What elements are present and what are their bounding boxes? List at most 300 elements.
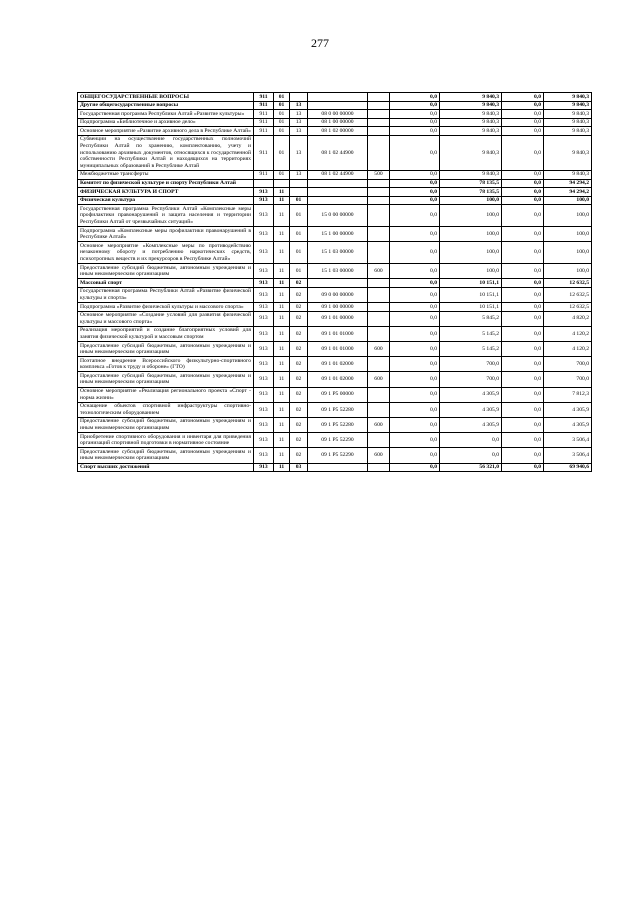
cell-amount-1: 0,0 [390, 402, 440, 417]
cell-subsection-code: 01 [290, 264, 308, 279]
cell-amount-3: 0,0 [502, 242, 544, 264]
cell-section-code: 11 [274, 264, 290, 279]
cell-expense-type [368, 433, 390, 448]
cell-target-article [308, 463, 368, 472]
cell-subsection-code: 02 [290, 387, 308, 402]
cell-amount-4: 4 305,9 [544, 417, 592, 432]
cell-expense-type [368, 326, 390, 341]
table-row [78, 311, 592, 326]
cell-amount-3: 0,0 [502, 127, 544, 136]
cell-amount-3: 0,0 [502, 118, 544, 127]
cell-amount-4: 4 305,9 [544, 402, 592, 417]
cell-subsection-code: 02 [290, 372, 308, 387]
cell-amount-4: 12 632,5 [544, 279, 592, 288]
cell-section-code: 11 [274, 342, 290, 357]
table-row [78, 205, 592, 227]
cell-target-article: 08 0 00 00000 [308, 110, 368, 119]
cell-target-article: 08 1 02 00000 [308, 127, 368, 136]
cell-amount-2: 56 321,0 [440, 463, 502, 472]
cell-amount-2: 9 840,3 [440, 110, 502, 119]
cell-amount-4: 9 840,3 [544, 118, 592, 127]
cell-ministry-code: 913 [254, 227, 274, 242]
cell-amount-4: 12 632,5 [544, 303, 592, 312]
cell-amount-3: 0,0 [502, 279, 544, 288]
page-number: 277 [311, 36, 329, 50]
cell-amount-4: 100,0 [544, 227, 592, 242]
cell-amount-3: 0,0 [502, 264, 544, 279]
cell-section-code: 11 [274, 433, 290, 448]
cell-target-article [308, 279, 368, 288]
cell-amount-2: 5 145,2 [440, 342, 502, 357]
cell-amount-2: 100,0 [440, 196, 502, 205]
cell-section-code: 11 [274, 357, 290, 372]
cell-amount-3: 0,0 [502, 417, 544, 432]
table-row [78, 188, 592, 197]
cell-amount-4: 9 840,3 [544, 135, 592, 170]
cell-target-article [308, 101, 368, 110]
table-row [78, 448, 592, 463]
cell-amount-1: 0,0 [390, 118, 440, 127]
cell-subsection-code: 01 [290, 196, 308, 205]
cell-name: Подпрограмма «Развитие физической культуры и массового спорта» [78, 303, 254, 312]
cell-name: Предоставление субсидий бюджетным, автономным учреждениям и иным некоммерческим организациям [78, 372, 254, 387]
cell-subsection-code: 02 [290, 311, 308, 326]
cell-name: Физическая культура [78, 196, 254, 205]
cell-section-code: 11 [274, 188, 290, 197]
table-row [78, 463, 592, 472]
cell-amount-2: 5 845,2 [440, 311, 502, 326]
cell-section-code: 01 [274, 118, 290, 127]
cell-amount-1: 0,0 [390, 170, 440, 179]
cell-target-article: 15 0 00 00000 [308, 205, 368, 227]
cell-section-code: 11 [274, 463, 290, 472]
cell-amount-2: 700,0 [440, 372, 502, 387]
cell-amount-1: 0,0 [390, 433, 440, 448]
cell-amount-3: 0,0 [502, 402, 544, 417]
cell-expense-type [368, 179, 390, 188]
cell-amount-4: 9 840,3 [544, 127, 592, 136]
cell-name: Реализация мероприятий и создание благоприятных условий для занятия физической культурой и массовым спортом [78, 326, 254, 341]
cell-subsection-code: 02 [290, 287, 308, 302]
table-row [78, 127, 592, 136]
cell-amount-1: 0,0 [390, 179, 440, 188]
cell-target-article: 09 1 P5 52280 [308, 417, 368, 432]
cell-amount-1: 0,0 [390, 227, 440, 242]
cell-expense-type [368, 242, 390, 264]
cell-name: Субвенции на осуществление государственных полномочий Республики Алтай по хранению, комплектованию, учету и использованию архивных документов, относящихся к государственной собственности Республики Алтай и находящихся на территориях муниципальных образований в Республике Алтай [78, 135, 254, 170]
cell-amount-4: 12 632,5 [544, 287, 592, 302]
cell-subsection-code: 02 [290, 303, 308, 312]
cell-ministry-code: 911 [254, 170, 274, 179]
cell-amount-3: 0,0 [502, 179, 544, 188]
cell-ministry-code: 911 [254, 93, 274, 102]
cell-expense-type [368, 402, 390, 417]
cell-amount-3: 0,0 [502, 170, 544, 179]
cell-amount-1: 0,0 [390, 326, 440, 341]
cell-target-article: 15 1 03 00000 [308, 264, 368, 279]
table-row [78, 402, 592, 417]
cell-amount-3: 0,0 [502, 463, 544, 472]
table-row [78, 326, 592, 341]
cell-ministry-code: 911 [254, 118, 274, 127]
cell-expense-type [368, 311, 390, 326]
cell-amount-3: 0,0 [502, 227, 544, 242]
cell-section-code: 11 [274, 279, 290, 288]
cell-ministry-code: 913 [254, 264, 274, 279]
cell-amount-4: 9 840,3 [544, 170, 592, 179]
cell-subsection-code: 02 [290, 357, 308, 372]
cell-section-code: 01 [274, 101, 290, 110]
cell-amount-4: 9 840,3 [544, 110, 592, 119]
budget-table [77, 92, 592, 472]
cell-amount-4: 100,0 [544, 264, 592, 279]
cell-subsection-code [290, 188, 308, 197]
cell-amount-1: 0,0 [390, 264, 440, 279]
cell-amount-1: 0,0 [390, 127, 440, 136]
cell-ministry-code: 913 [254, 433, 274, 448]
table-row [78, 387, 592, 402]
cell-expense-type [368, 127, 390, 136]
cell-name: Приобретение спортивного оборудования и инвентаря для приведения организаций спортивной подготовки в нормативное состояние [78, 433, 254, 448]
table-row [78, 135, 592, 170]
cell-subsection-code: 01 [290, 227, 308, 242]
cell-amount-4: 9 840,3 [544, 93, 592, 102]
cell-section-code: 01 [274, 135, 290, 170]
cell-amount-2: 5 145,2 [440, 326, 502, 341]
cell-expense-type [368, 110, 390, 119]
cell-name: Предоставление субсидий бюджетным, автономным учреждениям и иным некоммерческим организациям [78, 417, 254, 432]
cell-ministry-code: 913 [254, 196, 274, 205]
table-row [78, 179, 592, 188]
cell-amount-1: 0,0 [390, 93, 440, 102]
table-row [78, 342, 592, 357]
cell-amount-2: 4 305,9 [440, 402, 502, 417]
cell-name: Комитет по физической культуре и спорту Республики Алтай [78, 179, 254, 188]
cell-amount-2: 10 151,1 [440, 287, 502, 302]
cell-section-code: 01 [274, 110, 290, 119]
cell-amount-2: 9 840,3 [440, 127, 502, 136]
cell-amount-2: 100,0 [440, 227, 502, 242]
table-row [78, 93, 592, 102]
table-row [78, 287, 592, 302]
cell-amount-3: 0,0 [502, 342, 544, 357]
cell-name: Предоставление субсидий бюджетным, автономным учреждениям и иным некоммерческим организациям [78, 264, 254, 279]
cell-ministry-code: 913 [254, 303, 274, 312]
cell-expense-type: 600 [368, 264, 390, 279]
cell-subsection-code: 02 [290, 402, 308, 417]
cell-amount-2: 100,0 [440, 205, 502, 227]
cell-name: Государственная программа Республики Алтай «Развитие культуры» [78, 110, 254, 119]
cell-amount-1: 0,0 [390, 448, 440, 463]
cell-amount-4: 94 294,2 [544, 179, 592, 188]
cell-section-code: 11 [274, 311, 290, 326]
cell-target-article: 09 1 01 00000 [308, 311, 368, 326]
cell-amount-1: 0,0 [390, 417, 440, 432]
cell-name: ФИЗИЧЕСКАЯ КУЛЬТУРА И СПОРТ [78, 188, 254, 197]
cell-amount-3: 0,0 [502, 448, 544, 463]
cell-amount-2: 4 305,9 [440, 417, 502, 432]
cell-expense-type [368, 135, 390, 170]
cell-expense-type [368, 188, 390, 197]
cell-subsection-code: 02 [290, 448, 308, 463]
cell-expense-type [368, 101, 390, 110]
cell-ministry-code: 911 [254, 110, 274, 119]
cell-name: Межбюджетные трансферты [78, 170, 254, 179]
cell-target-article [308, 179, 368, 188]
cell-expense-type [368, 196, 390, 205]
cell-amount-3: 0,0 [502, 326, 544, 341]
cell-expense-type [368, 205, 390, 227]
cell-ministry-code: 913 [254, 326, 274, 341]
cell-amount-3: 0,0 [502, 205, 544, 227]
cell-ministry-code: 913 [254, 463, 274, 472]
cell-amount-1: 0,0 [390, 196, 440, 205]
cell-amount-4: 4 120,2 [544, 342, 592, 357]
cell-section-code: 11 [274, 242, 290, 264]
cell-target-article: 09 1 01 01000 [308, 342, 368, 357]
cell-expense-type [368, 279, 390, 288]
cell-name: Подпрограмма «Комплексные меры профилактики правонарушений в Республике Алтай» [78, 227, 254, 242]
table-row [78, 242, 592, 264]
cell-amount-2: 9 840,3 [440, 93, 502, 102]
cell-amount-4: 100,0 [544, 205, 592, 227]
cell-ministry-code [254, 179, 274, 188]
cell-section-code: 11 [274, 402, 290, 417]
cell-target-article: 09 1 00 00000 [308, 303, 368, 312]
table-row [78, 118, 592, 127]
cell-expense-type: 500 [368, 170, 390, 179]
cell-amount-2: 78 135,5 [440, 179, 502, 188]
cell-amount-1: 0,0 [390, 188, 440, 197]
cell-name: Предоставление субсидий бюджетным, автономным учреждениям и иным некоммерческим организациям [78, 342, 254, 357]
cell-amount-1: 0,0 [390, 303, 440, 312]
cell-name: Государственная программа Республики Алтай «Развитие физической культуры и спорта» [78, 287, 254, 302]
cell-amount-3: 0,0 [502, 101, 544, 110]
cell-subsection-code: 02 [290, 417, 308, 432]
cell-name: Основное мероприятие «Комплексные меры по противодействию незаконному обороту и потреблению наркотических средств, психотропных веществ и их прекурсоров в Республике Алтай» [78, 242, 254, 264]
cell-name: Государственная программа Республики Алтай «Комплексные меры профилактики правонарушений и защита населения и территории Республики Алтай от чрезвычайных ситуаций» [78, 205, 254, 227]
cell-ministry-code: 913 [254, 342, 274, 357]
table-row [78, 279, 592, 288]
cell-amount-4: 700,0 [544, 357, 592, 372]
cell-name: Поэтапное внедрение Всероссийского физкультурно-спортивного комплекса «Готов к труду и обороне» (ГТО) [78, 357, 254, 372]
cell-expense-type [368, 227, 390, 242]
cell-amount-1: 0,0 [390, 387, 440, 402]
cell-ministry-code: 913 [254, 205, 274, 227]
table-row [78, 227, 592, 242]
cell-amount-4: 100,0 [544, 196, 592, 205]
cell-amount-2: 9 840,3 [440, 170, 502, 179]
table-row [78, 101, 592, 110]
cell-amount-3: 0,0 [502, 303, 544, 312]
cell-amount-2: 4 305,9 [440, 387, 502, 402]
cell-amount-2: 100,0 [440, 242, 502, 264]
cell-section-code: 01 [274, 170, 290, 179]
table-row [78, 110, 592, 119]
table-row [78, 357, 592, 372]
cell-ministry-code: 913 [254, 188, 274, 197]
cell-name: Массовый спорт [78, 279, 254, 288]
cell-subsection-code: 13 [290, 118, 308, 127]
cell-expense-type [368, 118, 390, 127]
cell-expense-type [368, 387, 390, 402]
cell-name: Подпрограмма «Библиотечное и архивное дело» [78, 118, 254, 127]
cell-ministry-code: 913 [254, 357, 274, 372]
cell-name: Основное мероприятие «Создание условий для развития физической культуры и массового спорта» [78, 311, 254, 326]
cell-amount-2: 10 151,1 [440, 279, 502, 288]
cell-amount-3: 0,0 [502, 188, 544, 197]
cell-expense-type [368, 287, 390, 302]
cell-section-code: 11 [274, 303, 290, 312]
cell-subsection-code: 13 [290, 110, 308, 119]
cell-amount-1: 0,0 [390, 372, 440, 387]
cell-amount-4: 3 506,4 [544, 448, 592, 463]
cell-ministry-code: 913 [254, 417, 274, 432]
cell-section-code: 11 [274, 196, 290, 205]
cell-amount-4: 94 294,2 [544, 188, 592, 197]
cell-name: Другие общегосударственные вопросы [78, 101, 254, 110]
cell-section-code: 11 [274, 227, 290, 242]
cell-amount-3: 0,0 [502, 287, 544, 302]
cell-amount-3: 0,0 [502, 433, 544, 448]
cell-amount-1: 0,0 [390, 463, 440, 472]
table-row [78, 417, 592, 432]
cell-target-article: 09 1 P5 52280 [308, 402, 368, 417]
cell-target-article: 09 1 01 01000 [308, 326, 368, 341]
table-row [78, 170, 592, 179]
cell-ministry-code: 911 [254, 101, 274, 110]
cell-target-article: 08 1 00 00000 [308, 118, 368, 127]
cell-subsection-code: 03 [290, 463, 308, 472]
cell-expense-type: 600 [368, 417, 390, 432]
table-row [78, 303, 592, 312]
cell-amount-1: 0,0 [390, 342, 440, 357]
cell-amount-4: 9 840,3 [544, 101, 592, 110]
cell-target-article: 09 1 P5 00000 [308, 387, 368, 402]
cell-target-article: 08 1 02 44900 [308, 170, 368, 179]
cell-ministry-code: 913 [254, 311, 274, 326]
cell-amount-2: 10 151,1 [440, 303, 502, 312]
cell-amount-2: 9 840,3 [440, 101, 502, 110]
cell-section-code: 11 [274, 387, 290, 402]
cell-amount-4: 4 820,2 [544, 311, 592, 326]
cell-expense-type: 600 [368, 342, 390, 357]
cell-amount-1: 0,0 [390, 101, 440, 110]
cell-ministry-code: 913 [254, 402, 274, 417]
cell-expense-type: 600 [368, 448, 390, 463]
cell-section-code [274, 179, 290, 188]
cell-section-code: 01 [274, 93, 290, 102]
cell-name: Предоставление субсидий бюджетным, автономным учреждениям и иным некоммерческим организациям [78, 448, 254, 463]
cell-amount-1: 0,0 [390, 279, 440, 288]
cell-target-article: 08 1 02 44900 [308, 135, 368, 170]
cell-amount-2: 9 840,3 [440, 135, 502, 170]
cell-section-code: 11 [274, 448, 290, 463]
cell-section-code: 01 [274, 127, 290, 136]
cell-name: Оснащение объектов спортивной инфраструктуры спортивно-технологическим оборудованием [78, 402, 254, 417]
cell-target-article: 09 1 P5 52290 [308, 448, 368, 463]
cell-amount-2: 0,0 [440, 448, 502, 463]
cell-subsection-code: 13 [290, 101, 308, 110]
table-row [78, 372, 592, 387]
cell-name: Основное мероприятие «Развитие архивного дела в Республике Алтай» [78, 127, 254, 136]
cell-ministry-code: 913 [254, 287, 274, 302]
cell-target-article [308, 196, 368, 205]
cell-expense-type [368, 303, 390, 312]
cell-name: ОБЩЕГОСУДАРСТВЕННЫЕ ВОПРОСЫ [78, 93, 254, 102]
cell-section-code: 11 [274, 372, 290, 387]
cell-ministry-code: 913 [254, 448, 274, 463]
cell-subsection-code: 13 [290, 170, 308, 179]
cell-amount-2: 9 840,3 [440, 118, 502, 127]
cell-amount-1: 0,0 [390, 242, 440, 264]
cell-section-code: 11 [274, 326, 290, 341]
cell-section-code: 11 [274, 287, 290, 302]
cell-subsection-code: 02 [290, 433, 308, 448]
cell-ministry-code: 913 [254, 372, 274, 387]
cell-ministry-code: 911 [254, 135, 274, 170]
cell-ministry-code: 913 [254, 242, 274, 264]
cell-expense-type [368, 463, 390, 472]
cell-target-article [308, 93, 368, 102]
cell-target-article: 15 1 03 00000 [308, 242, 368, 264]
cell-ministry-code: 911 [254, 127, 274, 136]
cell-amount-4: 7 812,3 [544, 387, 592, 402]
cell-amount-4: 3 506,4 [544, 433, 592, 448]
cell-amount-3: 0,0 [502, 387, 544, 402]
cell-target-article: 09 1 P5 52290 [308, 433, 368, 448]
cell-amount-1: 0,0 [390, 110, 440, 119]
cell-amount-3: 0,0 [502, 93, 544, 102]
cell-name: Основное мероприятие «Реализация регионального проекта «Спорт - норма жизни» [78, 387, 254, 402]
cell-amount-2: 700,0 [440, 357, 502, 372]
table-body [78, 93, 592, 472]
cell-ministry-code: 913 [254, 279, 274, 288]
cell-amount-4: 700,0 [544, 372, 592, 387]
cell-expense-type: 600 [368, 372, 390, 387]
table-row [78, 196, 592, 205]
cell-amount-3: 0,0 [502, 110, 544, 119]
cell-amount-1: 0,0 [390, 287, 440, 302]
cell-ministry-code: 913 [254, 387, 274, 402]
table-row [78, 264, 592, 279]
cell-target-article: 09 1 01 02000 [308, 372, 368, 387]
cell-subsection-code [290, 179, 308, 188]
cell-expense-type [368, 93, 390, 102]
cell-amount-4: 4 120,2 [544, 326, 592, 341]
cell-subsection-code: 02 [290, 342, 308, 357]
cell-amount-4: 100,0 [544, 242, 592, 264]
cell-amount-4: 69 940,6 [544, 463, 592, 472]
cell-amount-1: 0,0 [390, 205, 440, 227]
cell-amount-3: 0,0 [502, 135, 544, 170]
table-row [78, 433, 592, 448]
cell-amount-1: 0,0 [390, 357, 440, 372]
cell-amount-3: 0,0 [502, 196, 544, 205]
cell-amount-3: 0,0 [502, 372, 544, 387]
cell-amount-2: 0,0 [440, 433, 502, 448]
cell-target-article: 09 0 00 00000 [308, 287, 368, 302]
cell-target-article: 15 1 00 00000 [308, 227, 368, 242]
cell-name: Спорт высших достижений [78, 463, 254, 472]
cell-amount-3: 0,0 [502, 357, 544, 372]
cell-subsection-code: 13 [290, 135, 308, 170]
cell-section-code: 11 [274, 205, 290, 227]
cell-subsection-code: 02 [290, 279, 308, 288]
cell-amount-1: 0,0 [390, 311, 440, 326]
cell-subsection-code: 02 [290, 326, 308, 341]
cell-subsection-code: 13 [290, 127, 308, 136]
